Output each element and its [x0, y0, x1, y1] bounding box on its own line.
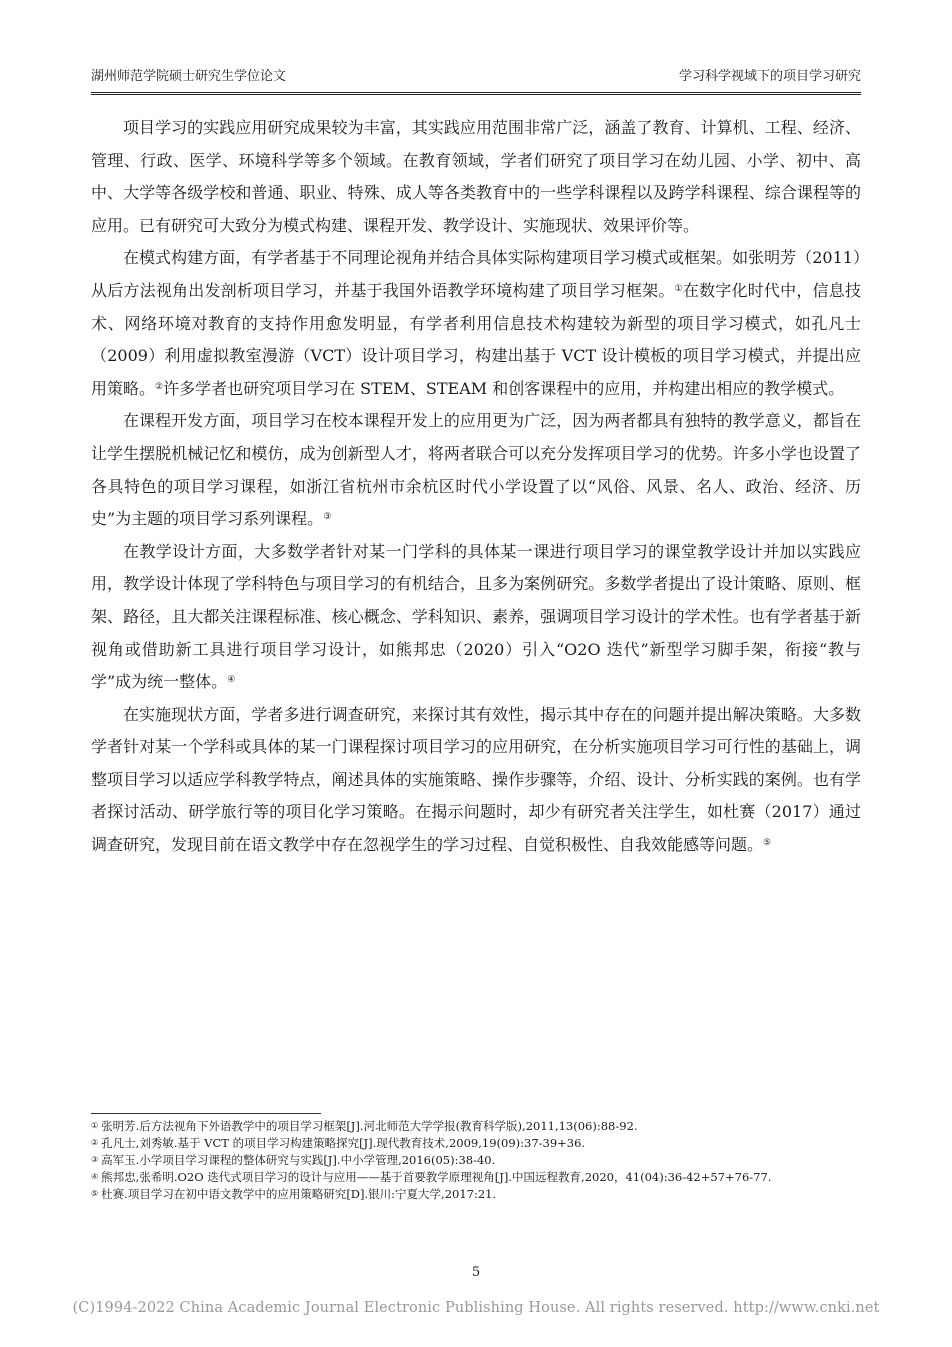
footnote-marker: ② [91, 1138, 99, 1147]
footnote [91, 1169, 861, 1186]
paragraph [91, 536, 861, 699]
footnote [91, 1152, 861, 1169]
footnote-text: 张明芳.后方法视角下外语教学中的项目学习框架[J].河北师范大学学报(教育科学版),2011,13(06):88-92. [101, 1119, 638, 1133]
footnote-marker: ④ [91, 1172, 99, 1181]
footnote-reference[interactable]: ③ [323, 512, 332, 523]
paragraph-text: 许多学者也研究项目学习在 STEM、STEAM 和创客课程中的应用，并构建出相应的教学模式。 [163, 378, 845, 398]
footnote [91, 1186, 861, 1203]
paragraph-text: 在课程开发方面，项目学习在校本课程开发上的应用更为广泛，因为两者都具有独特的教学意义，都旨在让学生摆脱机械记忆和模仿，成为创新型人才，将两者联合可以充分发挥项目学习的优势。许多小学也设置了各具特色的项目学习课程，如浙江省杭州市余杭区时代小学设置了以“风俗、风景、名人、政治、经济、历史”为主题的项目学习系列课程。 [91, 411, 861, 529]
footnote-reference[interactable]: ① [674, 283, 683, 294]
copyright-notice: (C)1994-2022 China Academic Journal Electronic Publishing House. All rights reserved. http://www.cnki.net [72, 1300, 880, 1316]
footnote-text: 杜赛.项目学习在初中语文教学中的应用策略研究[D].银川:宁夏大学,2017:21. [101, 1187, 497, 1201]
footnote-marker: ⑤ [91, 1189, 99, 1198]
body-text [91, 112, 861, 862]
paragraph [91, 242, 861, 405]
footnote-marker: ① [91, 1121, 99, 1130]
footnote-reference[interactable]: ⑤ [763, 838, 772, 849]
footnote-marker: ③ [91, 1155, 99, 1164]
footnote-rule [91, 1113, 321, 1114]
footnote-text: 高军玉.小学项目学习课程的整体研究与实践[J].中小学管理,2016(05):38-40. [101, 1153, 496, 1167]
header-thesis-title: 湖州师范学院硕士研究生学位论文 [91, 69, 287, 84]
footnote [91, 1118, 861, 1135]
paragraph [91, 699, 861, 862]
paragraph-text: 在模式构建方面，有学者基于不同理论视角并结合具体实际构建项目学习模式或框架。如张明芳（2011）从后方法视角出发剖析项目学习，并基于我国外语教学环境构建了项目学习框架。 [91, 248, 861, 300]
footnote-text: 熊邦忠,张希明.O2O 迭代式项目学习的设计与应用——基于首要教学原理视角[J].中国远程教育,2020，41(04):36-42+57+76-77. [101, 1170, 772, 1184]
footnote-reference[interactable]: ② [155, 381, 164, 392]
paragraph-text: 在数字化时代中，信息技术、网络环境对教育的支持作用愈发明显，有学者利用信息技术构建较为新型的项目学习模式，如孔凡士（2009）利用虚拟教室漫游（VCT）设计项目学习，构建出基于 VCT 设计模板的项目学习模式，并提出应用策略。 [91, 280, 861, 398]
paragraph [91, 112, 861, 242]
footnote [91, 1135, 861, 1152]
running-header [91, 66, 861, 90]
footnotes [91, 1118, 861, 1203]
footnote-reference[interactable]: ④ [227, 675, 236, 686]
header-chapter-title: 学习科学视域下的项目学习研究 [678, 69, 861, 84]
header-rule [91, 92, 861, 95]
paragraph-text: 项目学习的实践应用研究成果较为丰富，其实践应用范围非常广泛，涵盖了教育、计算机、工程、经济、管理、行政、医学、环境科学等多个领域。在教育领域，学者们研究了项目学习在幼儿园、小学、初中、高中、大学等各级学校和普通、职业、特殊、成人等各类教育中的一些学科课程以及跨学科课程、综合课程等的应用。已有研究可大致分为模式构建、课程开发、教学设计、实施现状、效果评价等。 [91, 118, 861, 235]
paragraph-text: 在教学设计方面，大多数学者针对某一门学科的具体某一课进行项目学习的课堂教学设计并加以实践应用，教学设计体现了学科特色与项目学习的有机结合，且多为案例研究。多数学者提出了设计策略、原则、框架、路径，且大都关注课程标准、核心概念、学科知识、素养，强调项目学习设计的学术性。也有学者基于新视角或借助新工具进行项目学习设计，如熊邦忠（2020）引入“O2O 迭代”新型学习脚手架，衔接“教与学”成为统一整体。 [91, 541, 861, 692]
page-number: 5 [471, 1265, 481, 1280]
footnote-text: 孔凡士,刘秀敏.基于 VCT 的项目学习构建策略探究[J].现代教育技术,2009,19(09):37-39+36. [101, 1136, 586, 1150]
paragraph [91, 405, 861, 535]
paragraph-text: 在实施现状方面，学者多进行调查研究，来探讨其有效性，揭示其中存在的问题并提出解决策略。大多数学者针对某一个学科或具体的某一门课程探讨项目学习的应用研究，在分析实施项目学习可行性的基础上，调整项目学习以适应学科教学特点，阐述具体的实施策略、操作步骤等，介绍、设计、分析实践的案例。也有学者探讨活动、研学旅行等的项目化学习策略。在揭示问题时，却少有研究者关注学生，如杜赛（2017）通过调查研究，发现目前在语文教学中存在忽视学生的学习过程、自觉积极性、自我效能感等问题。 [91, 704, 861, 855]
